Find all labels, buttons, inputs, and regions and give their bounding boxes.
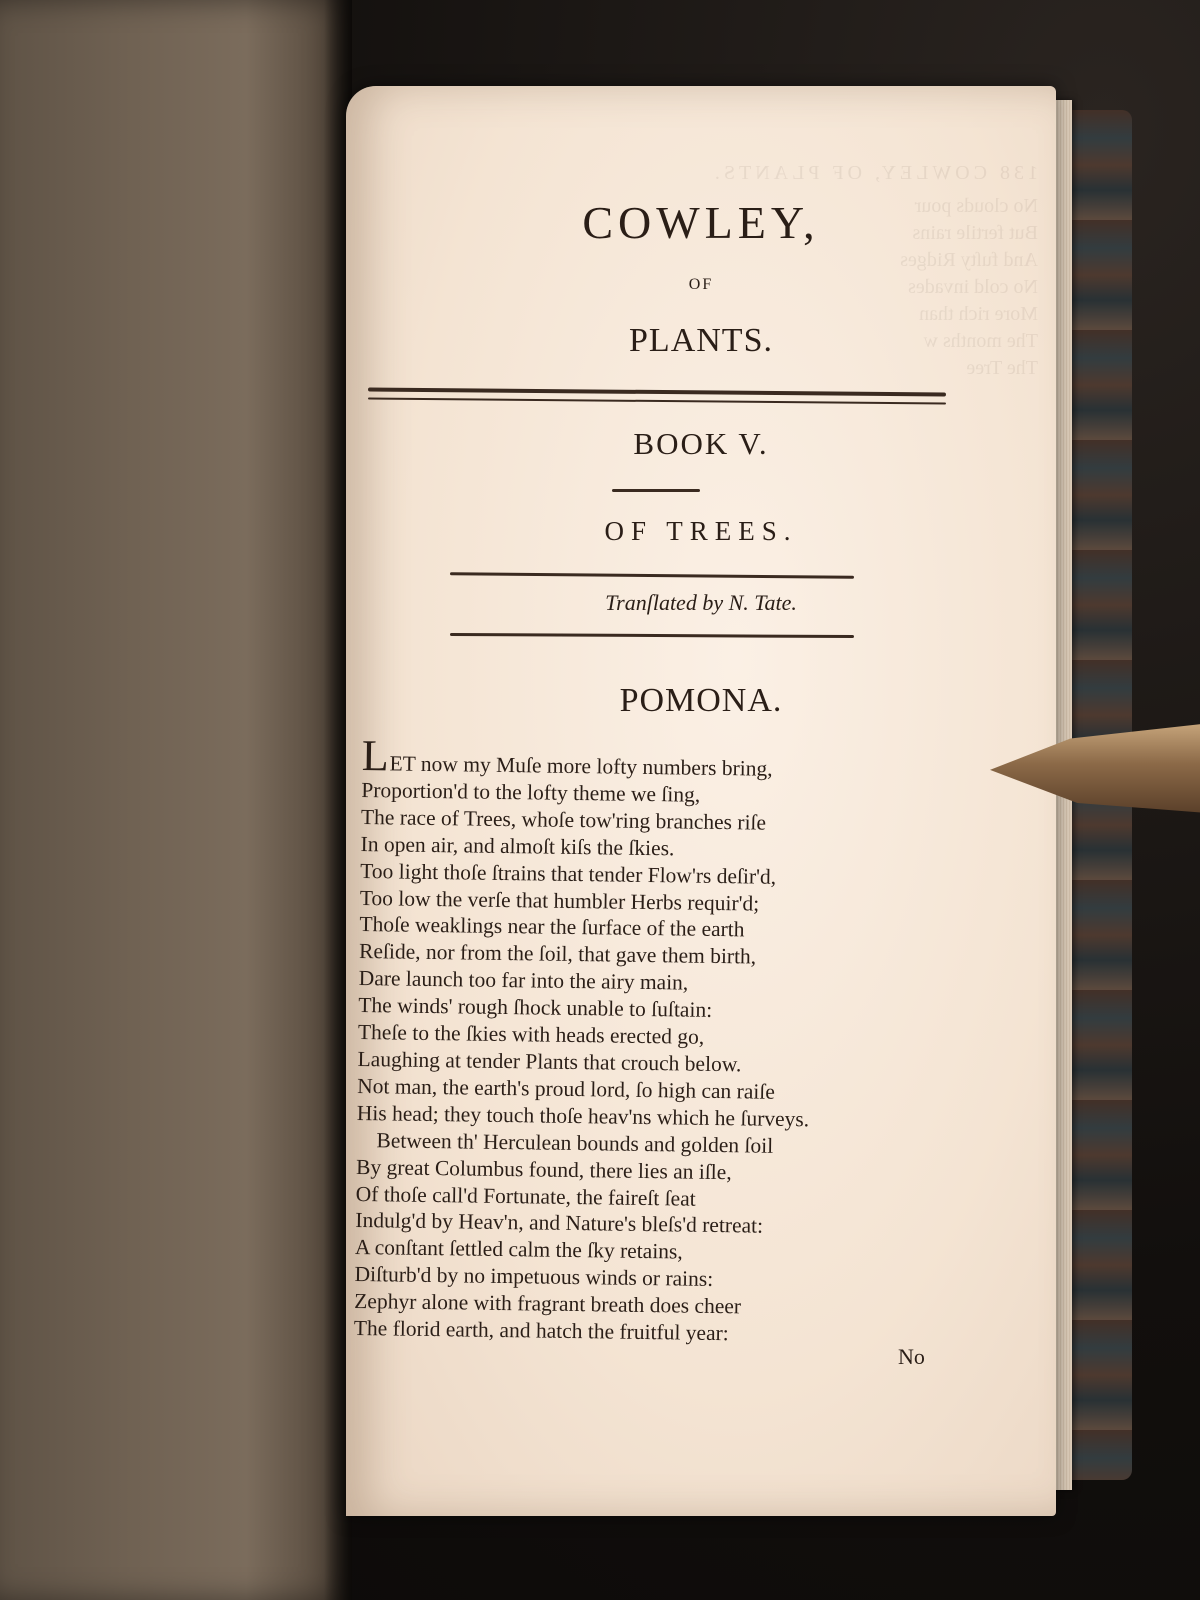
left-page bbox=[0, 0, 352, 1600]
poem-line: The race of Trees, whoſe tow'ring branches riſe bbox=[360, 804, 767, 835]
double-rule-top bbox=[368, 387, 946, 396]
poem-line-text: ET now my Muſe more lofty numbers bring, bbox=[389, 751, 773, 781]
poem-line: Laughing at tender Plants that crouch below. bbox=[357, 1046, 742, 1077]
poem-line: Theſe to the ſkies with heads erected go, bbox=[357, 1020, 705, 1049]
poem-line: Of thoſe call'd Fortunate, the faireſt ſeat bbox=[355, 1181, 696, 1211]
show-through-header: 138 COWLEY, OF PLANTS. bbox=[710, 162, 1038, 184]
show-through-line: More rich than bbox=[919, 303, 1038, 325]
section-title: POMONA. bbox=[619, 682, 783, 719]
poem-line: Not man, the earth's proud lord, ſo high can raiſe bbox=[357, 1073, 776, 1104]
catchword: No bbox=[898, 1344, 925, 1369]
poem-line: Thoſe weaklings near the ſurface of the earth bbox=[359, 912, 745, 942]
poem-line: Indulg'd by Heav'n, and Nature's bleſs'd retreat: bbox=[355, 1208, 764, 1239]
of-connector: OF bbox=[688, 276, 714, 293]
author-heading: COWLEY, bbox=[582, 197, 820, 248]
poem-line: Between th' Herculean bounds and golden ſoil bbox=[376, 1127, 774, 1158]
poem-line: Proportion'd to the lofty theme we ſing, bbox=[361, 777, 701, 807]
show-through-line: No cold invades bbox=[908, 276, 1038, 298]
book-number: BOOK V. bbox=[633, 426, 769, 461]
poem-line: Zephyr alone with fragrant breath does cheer bbox=[354, 1289, 742, 1319]
poem-line: Dare launch too far into the airy main, bbox=[358, 966, 689, 995]
work-title: PLANTS. bbox=[629, 322, 773, 359]
poem-line: The florid earth, and hatch the fruitful year: bbox=[353, 1315, 729, 1346]
poem-line: In open air, and almoſt kiſs the ſkies. bbox=[360, 831, 675, 861]
show-through-line: The Tree bbox=[966, 357, 1038, 379]
poem-line: Reſide, nor from the ſoil, that gave them birth, bbox=[358, 939, 757, 969]
poem-line: By great Columbus found, there lies an iſle, bbox=[355, 1154, 732, 1184]
show-through-line: But fertile rains bbox=[912, 222, 1038, 244]
poem-line: Diſturb'd by no impetuous winds or rains: bbox=[354, 1262, 714, 1292]
poem-line: The winds' rough ſhock unable to ſuſtain: bbox=[358, 993, 713, 1023]
double-rule-bottom bbox=[368, 397, 946, 404]
translator-credit: Tranſlated by N. Tate. bbox=[605, 590, 797, 615]
drop-cap: L bbox=[361, 731, 390, 781]
rule-below-translator bbox=[450, 633, 854, 638]
poem-text bbox=[353, 731, 1002, 1351]
book-subject: OF TREES. bbox=[604, 516, 798, 546]
poem-line: Too light thoſe ſtrains that tender Flow'rs deſir'd, bbox=[360, 858, 777, 889]
rule-above-translator bbox=[450, 572, 854, 579]
poem-line: Too low the verſe that humbler Herbs requir'd; bbox=[359, 885, 760, 916]
show-through-line: The months w bbox=[923, 330, 1038, 352]
poem-line: A conſtant ſettled calm the ſky retains, bbox=[354, 1235, 683, 1264]
show-through-line: No clouds pour bbox=[914, 195, 1038, 217]
poem-line: His head; they touch thoſe heav'ns which he ſurveys. bbox=[356, 1100, 810, 1132]
short-rule bbox=[612, 489, 700, 492]
show-through-line: And fuſty Ridges bbox=[900, 249, 1038, 271]
right-page bbox=[346, 86, 1056, 1516]
